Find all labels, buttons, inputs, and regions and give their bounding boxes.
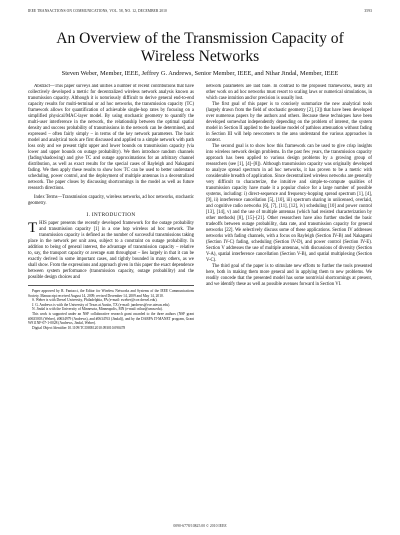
section-heading-introduction: I. INTRODUCTION [86,212,136,218]
right-column [206,84,372,520]
journal-name: IEEE TRANSACTIONS ON COMMUNICATIONS, VOL. 58, NO. 12, DECEMBER 2010 [28,9,167,13]
footnote: Digital Object Identifier 10.1109/TCOMM.2010.093010.090478 [32,325,126,330]
footnote: Paper approved by R. Fantacci, the Editor for Wireless Networks and Systems of the IEEE Communications Society. Manuscript received August 14, 2009; revised December 14, 2009 and May 14, 2010. [28,289,194,298]
author-list: Steven Weber, Member, IEEE, Jeffrey G. Andrews, Senior Member, IEEE, and Nihar Jindal, Member, IEEE [61,70,339,77]
intro-paragraph [28,221,194,281]
footnotes [28,285,194,330]
index-terms: Index Terms—Transmission capacity, wireless networks, ad hoc networks, stochastic geometry. [28,195,194,206]
body-paragraph: The third goal of the paper is to stimulate new efforts to further the tools presented here, both in making them more general and in applying them to new problems. We readily concede that the presented model has some nontrivial shortcomings at present, and we identify these as well as possible avenues forward in Section VI. [206,264,372,287]
body-paragraph: network parameters are laid bare. In contrast to the proposed frameworks, nearly all other work on ad hoc networks must resort to scaling laws or numerical simulations, in which case intuition and/or precision is usually lost. [206,84,372,101]
footnote: S. Weber is with Drexel University, Philadelphia, PA (e-mail: sweber@coe.drexel.edu). [32,298,158,303]
intro-text: HIS paper presents the recently developed framework for the outage probability and transmission capacity [1] in a one hop wireless ad hoc network. The transmission capacity is defined as the number of successful transmissions taking place in the network per unit area, subject to a constraint on outage probability. In addition to being of general interest, the advantage of transmission capacity – relative to, say, the transport capacity or average sum throughput – lies largely in that it can be exactly derived in some important cases, and tightly bounded in many others, as we shall show. From the expressions and approach given in this paper the exact dependence between system performance (transmission capacity, outage probability) and the possible design choices and [28,221,194,280]
footnote: This work is supported under an NSF collaborative research grant awarded to the three authors (NSF grant #0635003 (Weber), #0634979 (Andrews), and #0634763 (Jindal)), and by the DARPA IT-MANET program, Grant W911NF-07-1-0028 (Andrews, Jindal, Weber). [28,311,194,326]
footnote: N. Jindal is with the University of Minnesota, Minneapolis, MN (e-mail: nihar@umn.edu). [32,307,163,312]
paper-title: An Overview of the Transmission Capacity of Wireless Networks [56,30,344,65]
page-number: 3593 [364,9,372,13]
abstract: Abstract—This paper surveys and unifies a number of recent contributions that have collectively developed a metric for decentralized wireless network analysis known as transmission capacity. Although it is notoriously difficult to derive general end-to-end capacity results for multi-terminal or ad hoc networks, the transmission capacity (TC) framework allows for quantification of achievable single-hop rates by focusing on a simplified physical/MAC-layer model. By using stochastic geometry to quantify the multi-user interference in the network, the relationship between the optimal spatial density and success probability of transmissions in the network can be determined, and expressed – often fairly simply – in terms of the key network parameters. The basic model and analytical tools are first discussed and applied to a simple network with path loss only and we present tight upper and lower bounds on transmission capacity (via lower and upper bounds on outage probability). We then introduce random channels (fading/shadowing) and give TC and outage approximations for an arbitrary channel distribution, as well as exact results for the special cases of Rayleigh and Nakagami fading. We then apply these results to show how TC can be used to better understand scheduling, power control, and the deployment of multiple antennas in a decentralized network. The paper closes by discussing shortcomings in the model as well as future research directions. [28,84,194,191]
body-paragraph: The second goal is to show how this framework can be used to give crisp insights into wireless network design problems. In the past few years, the transmission capacity approach has been applied to various design problems by a growing group of researchers (see [1], [4]–[8]). Although transmission capacity was originally developed to analyze spread spectrum in ad hoc networks, it has proven to be a metric with considerable breadth of application. Since decentralized wireless networks are generally very difficult to characterize, the intuitive and simple-to-compute qualities of transmission capacity have made it a popular choice for a large number of possible systems, including: i) direct-sequence and frequency-hopping spread spectrum [1], [4], [9], ii) interference cancellation [5], [10], iii) spectrum sharing in unlicensed, overlaid, and cognitive radio networks [6], [7], [11], [12], iv) scheduling [10] and power control [13], [14], v) and the use of multiple antennas (which had resisted characterization by other methods) [8], [15]–[21]. Other researchers have also further studied the basic tradeoffs between outage probability, data rate, and transmission capacity for general networks [22]. We selectively discuss some of these applications. Section IV addresses networks with fading channels, with a focus on Rayleigh (Section IV-B) and Nakagami (Section IV-C) fading, scheduling (Section IV-D), and power control (Section IV-E). Section V addresses the use of multiple antennas, with discussions of diversity (Section V-A), spatial interference cancellation (Section V-B), and spatial multiplexing (Section V-C). [206,144,372,263]
body-paragraph: The first goal of this paper is to concisely summarize the new analytical tools (largely drawn from the field of stochastic geometry [2], [3]) that have been developed over numerous papers by the authors and others. Because these techniques have been developed somewhat independently depending on the problem of interest, the system model in Section II applied to the baseline model of pathloss attenuation without fading in Section III will help newcomers to the area understand the various approaches in context. [206,102,372,143]
copyright-footer: 0090-6778/10$25.00 © 2010 IEEE [173,524,227,528]
footnote: J. G. Andrews is with the University of Texas at Austin, TX (e-mail: jandrews@ece.utexas.edu). [32,302,171,307]
running-header [28,9,372,13]
drop-cap: T [28,220,38,236]
left-column [28,84,194,520]
